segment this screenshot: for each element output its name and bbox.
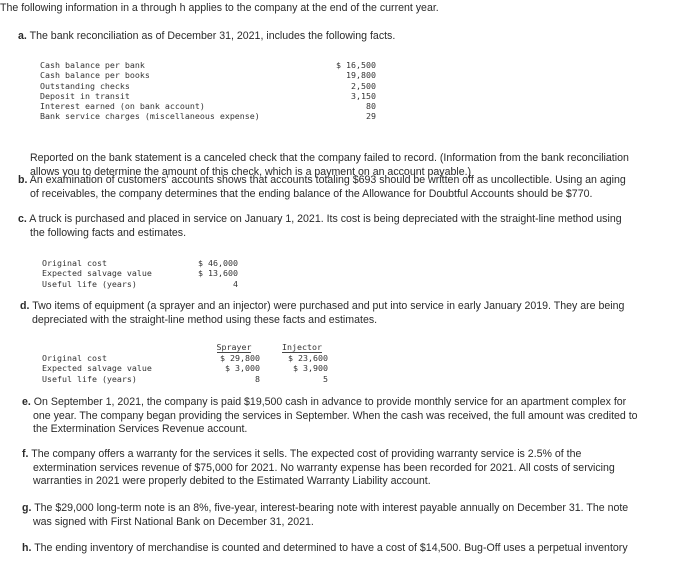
table-row bbox=[40, 91, 380, 101]
equipment-table bbox=[42, 342, 332, 387]
table-row bbox=[42, 374, 332, 384]
row-label: Useful life (years) bbox=[42, 278, 137, 289]
row-label: Bank service charges (miscellaneous expense) bbox=[40, 111, 260, 122]
item-g-line: was signed with First National Bank on December 31, 2021. bbox=[33, 515, 314, 528]
row-value: 3,150 bbox=[351, 90, 376, 101]
column-header-sprayer: Sprayer bbox=[216, 342, 252, 352]
item-g-line: The $29,000 long-term note is an 8%, five-year, interest-bearing note with interest payable annually on December 31. The note bbox=[34, 502, 629, 514]
table-row bbox=[42, 363, 332, 373]
item-f bbox=[22, 448, 694, 489]
row-label: Useful life (years) bbox=[42, 373, 137, 384]
table-row bbox=[40, 101, 380, 111]
sprayer-value: $ 3,000 bbox=[225, 363, 260, 374]
row-value: 80 bbox=[366, 101, 376, 112]
row-label: Outstanding checks bbox=[40, 80, 130, 91]
column-header-injector: Injector bbox=[282, 342, 322, 352]
table-row bbox=[40, 111, 380, 121]
item-a bbox=[18, 30, 395, 42]
item-d-line: Two items of equipment (a sprayer and an injector) were purchased and put into service in early January 2019. They are being bbox=[32, 300, 625, 312]
item-c-label: c. bbox=[18, 213, 27, 225]
injector-value: 5 bbox=[323, 373, 328, 384]
row-value: $ 16,500 bbox=[336, 60, 376, 70]
row-label: Interest earned (on bank account) bbox=[40, 101, 205, 112]
item-e-line: one year. The company began providing the services in September. When the cash was received, the full amount was credited to bbox=[33, 409, 638, 422]
item-b-line: An examination of customers' accounts shows that accounts totaling $693 should be written off as uncollectible. Using an aging bbox=[29, 174, 626, 186]
table-row bbox=[42, 279, 240, 289]
item-b-label: b. bbox=[18, 174, 28, 186]
item-f-line: extermination services revenue of $75,000 for 2021. No warranty expense has been recorded for 2021. All costs of servicing bbox=[33, 461, 615, 474]
item-f-line: The company offers a warranty for the services it sells. The expected cost of providing warranty service is 2.5% of the bbox=[31, 448, 582, 460]
item-a-note-line: Reported on the bank statement is a canceled check that the company failed to record. (Information from the bank reconciliation bbox=[30, 152, 629, 164]
item-h bbox=[22, 542, 694, 556]
row-value: 2,500 bbox=[351, 80, 376, 91]
item-b bbox=[18, 174, 694, 201]
row-value: $ 13,600 bbox=[198, 268, 238, 279]
item-d-label: d. bbox=[20, 300, 30, 312]
row-value: 29 bbox=[366, 111, 376, 122]
row-value: 19,800 bbox=[346, 70, 376, 81]
injector-value: $ 23,600 bbox=[288, 353, 328, 363]
table-row bbox=[40, 60, 380, 70]
item-b-line: of receivables, the company determines that the ending balance of the Allowance for Doubtful Accounts should be $770. bbox=[30, 187, 593, 200]
item-c bbox=[18, 213, 694, 240]
item-c-line: the following facts and estimates. bbox=[30, 226, 187, 239]
item-d bbox=[20, 300, 694, 327]
row-label: Expected salvage value bbox=[42, 363, 152, 374]
item-a-text: The bank reconciliation as of December 31, 2021, includes the following facts. bbox=[29, 30, 396, 42]
table-row bbox=[40, 70, 380, 80]
sprayer-value: 8 bbox=[255, 373, 260, 384]
table-row bbox=[42, 353, 332, 363]
row-label: Cash balance per bank bbox=[40, 60, 145, 70]
table-row bbox=[42, 258, 240, 268]
bank-recon-table bbox=[40, 60, 380, 122]
item-a-note-line: allows you to determine the amount of this check, which is a payment on an account payable.) bbox=[30, 165, 472, 178]
table-row bbox=[42, 268, 240, 278]
item-f-label: f. bbox=[22, 448, 29, 460]
row-value: 4 bbox=[233, 278, 238, 289]
item-h-label: h. bbox=[22, 542, 32, 554]
row-label: Original cost bbox=[42, 258, 107, 268]
row-label: Deposit in transit bbox=[40, 90, 130, 101]
truck-table bbox=[42, 258, 240, 289]
row-value: $ 46,000 bbox=[198, 258, 238, 268]
intro-text: The following information in a through h applies to the company at the end of the current year. bbox=[0, 2, 439, 14]
item-h-line: The ending inventory of merchandise is counted and determined to have a cost of $14,500. Bug-Off uses a perpetual inventory bbox=[34, 542, 628, 554]
item-e-line: the Extermination Services Revenue account. bbox=[33, 423, 248, 435]
table-row bbox=[40, 81, 380, 91]
item-g-label: g. bbox=[22, 502, 32, 514]
row-label: Original cost bbox=[42, 353, 107, 363]
item-e bbox=[22, 396, 694, 437]
item-c-line: A truck is purchased and placed in service on January 1, 2021. Its cost is being depreciated with the straight-line method using bbox=[29, 213, 622, 225]
injector-value: $ 3,900 bbox=[293, 363, 328, 374]
row-label: Cash balance per books bbox=[40, 70, 150, 81]
row-label: Expected salvage value bbox=[42, 268, 152, 279]
item-f-line: warranties in 2021 were properly debited to the Estimated Warranty Liability account. bbox=[33, 475, 431, 487]
item-d-line: depreciated with the straight-line method using these facts and estimates. bbox=[32, 313, 378, 326]
item-a-label: a. bbox=[18, 30, 27, 42]
sprayer-value: $ 29,800 bbox=[220, 353, 260, 363]
item-g bbox=[22, 502, 694, 529]
item-e-label: e. bbox=[22, 396, 31, 408]
item-e-line: On September 1, 2021, the company is paid $19,500 cash in advance to provide monthly service for an apartment complex for bbox=[33, 396, 627, 408]
